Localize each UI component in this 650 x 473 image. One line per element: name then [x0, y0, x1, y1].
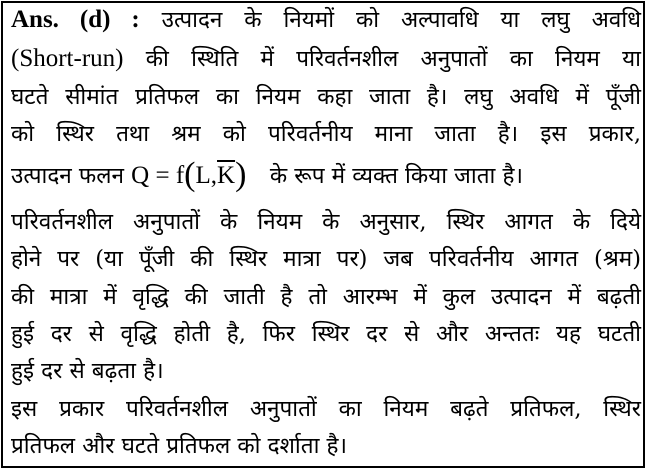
formula-lhs: Q = f: [131, 162, 185, 189]
paragraph3-line-1: [11, 394, 641, 424]
paragraph2-line-4-text: हुई दर से वृद्धि होती है, फिर स्थिर दर से और अन्ततः यह घटती: [11, 321, 641, 347]
answer-line-2: [11, 44, 641, 74]
answer-line-1: [11, 5, 641, 35]
answer-line-3-text: घटते सीमांत प्रतिफल का नियम कहा जाता है। लघु अवधि में पूँजी: [11, 84, 641, 110]
paragraph3-line-1-text: इस प्रकार परिवर्तनशील अनुपातों का नियम बढ़ते प्रतिफल, स्थिर: [11, 396, 641, 422]
answer-line-3: [11, 82, 641, 112]
paragraph3-line-2: [11, 431, 347, 461]
formula-var-l: L,: [195, 162, 218, 189]
short-run-term: (Short-run): [11, 45, 124, 72]
answer-line-1-text: उत्पादन के नियमों को अल्पावधि या लघु अवधि: [161, 7, 641, 33]
answer-line-2-text: की स्थिति में परिवर्तनशील अनुपातों का नियम या: [145, 46, 642, 72]
paragraph2-line-5: [11, 356, 164, 386]
paragraph2-line-4: [11, 319, 641, 349]
paragraph2-line-3-text: की मात्रा में वृद्धि की जाती है तो आरम्भ में कुल उत्पादन में बढ़ती: [11, 284, 641, 310]
answer-line-4: [11, 119, 641, 149]
paragraph2-line-2-text: होने पर (या पूँजी की स्थिर मात्रा पर) जब परिवर्तनीय आगत (श्रम): [11, 246, 641, 272]
answer-line-5-prefix: उत्पादन फलन: [11, 163, 125, 189]
answer-label: Ans. (d) :: [11, 6, 140, 33]
formula-open-paren: (: [184, 156, 196, 193]
production-function-formula: [131, 156, 252, 193]
paragraph2-line-1-text: परिवर्तनशील अनुपातों के नियम के अनुसार, स्थिर आगत के दिये: [11, 209, 641, 235]
formula-close-paren: ): [235, 156, 247, 193]
paragraph2-line-5-text: हुई दर से बढ़ता है।: [11, 358, 164, 384]
formula-var-k-bar: $\overline{K}$: [217, 162, 236, 189]
answer-box: [1, 1, 645, 468]
answer-line-5: [11, 158, 523, 191]
answer-line-5-suffix: के रूप में व्यक्त किया जाता है।: [269, 163, 523, 189]
answer-line-4-text: को स्थिर तथा श्रम को परिवर्तनीय माना जाता है। इस प्रकार,: [11, 121, 641, 147]
paragraph3-line-2-text: प्रतिफल और घटते प्रतिफल को दर्शाता है।: [11, 433, 348, 459]
paragraph2-line-2: [11, 244, 641, 274]
paragraph2-line-1: [11, 207, 641, 237]
paragraph2-line-3: [11, 282, 641, 312]
